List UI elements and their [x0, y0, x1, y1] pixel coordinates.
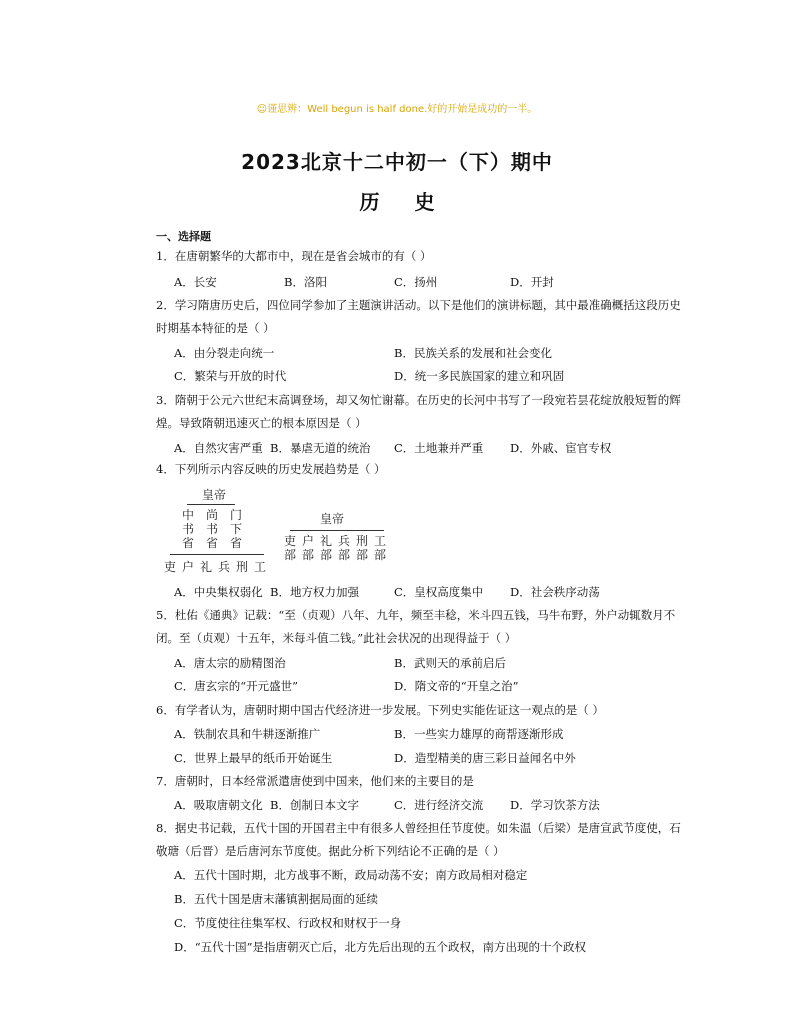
question-stem-line: 敬瑭（后晋）是后唐河东节度使。据此分析下列结论不正确的是（ ） — [156, 844, 505, 858]
option-b: B．洛阳 — [284, 275, 327, 289]
diagram-sheng-label: 中 书 省 — [182, 508, 195, 550]
question-8-option-a — [174, 867, 714, 887]
option-c: C．繁荣与开放的时代 — [174, 369, 287, 383]
diagram-bu-label: 工 — [254, 560, 267, 574]
option-a: A．由分裂走向统一 — [174, 346, 275, 360]
option-c: C．世界上最早的纸币开始诞生 — [174, 751, 333, 765]
option-b: B．五代十国是唐末藩镇割据局面的延续 — [174, 892, 378, 906]
question-8-option-d — [174, 939, 714, 959]
option-b: B．创制日本文字 — [270, 798, 359, 812]
diagram-six-ministries — [284, 512, 394, 564]
option-c: C．进行经济交流 — [394, 798, 484, 812]
question-stem-line: 2．学习隋唐历史后，四位同学参加了主题演讲活动。以下是他们的演讲标题，其中最准确概括这段历史 — [156, 298, 681, 312]
option-a: A．中央集权弱化 — [174, 585, 263, 599]
question-8-stem — [156, 817, 704, 863]
option-d: D．外戚、宦官专权 — [510, 441, 612, 455]
question-stem-line: 7．唐朝时，日本经常派遣唐使到中国来，他们来的主要目的是 — [156, 774, 474, 788]
option-d: D．学习饮茶方法 — [510, 798, 600, 812]
option-c: C．土地兼并严重 — [394, 441, 484, 455]
diagram-bu-label: 礼 — [200, 560, 213, 574]
question-stem-line: 8．据史书记载，五代十国的开国君主中有很多人曾经担任节度使。如朱温（后梁）是唐宣武节度使，石 — [156, 821, 681, 835]
option-d: D．统一多民族国家的建立和巩固 — [394, 369, 565, 383]
question-2-options-row2 — [174, 368, 714, 388]
subject-title: 历 史 — [359, 190, 435, 214]
option-b: B．民族关系的发展和社会变化 — [394, 346, 552, 360]
question-8-option-c — [174, 915, 714, 935]
diagram-bu-label: 工 部 — [374, 534, 387, 562]
question-2-options-row1 — [174, 345, 714, 365]
question-3-options — [174, 440, 714, 460]
question-1-options — [174, 274, 714, 294]
page-title: 2023北京十二中初一（下）期中 — [241, 150, 553, 174]
question-stem-line: 闭。至（贞观）十五年，米每斗值二钱。”此社会状况的出现得益于（ ） — [156, 631, 517, 645]
section-title: 一、选择题 — [156, 230, 211, 243]
option-d: D．开封 — [510, 275, 554, 289]
question-6-stem — [156, 699, 704, 722]
question-stem-line: 时期基本特征的是（ ） — [156, 321, 275, 335]
diagram-bu-label: 礼 部 — [320, 534, 333, 562]
diagram-bu-label: 户 — [182, 560, 195, 574]
question-3-stem — [156, 389, 704, 435]
question-stem-line: 6．有学者认为，唐朝时期中国古代经济进一步发展。下列史实能佐证这一观点的是（ ） — [156, 703, 604, 717]
diagram-three-departments — [164, 488, 274, 580]
option-d: D．“五代十国”是指唐朝灭亡后，北方先后出现的五个政权，南方出现的十个政权 — [174, 940, 586, 954]
diagram-bu-label: 吏 — [164, 560, 177, 574]
diagram-emperor-label: 皇帝 — [320, 512, 345, 526]
option-a: A．唐太宗的励精图治 — [174, 656, 286, 670]
diagram-bu-label: 刑 部 — [356, 534, 369, 562]
question-5-options-row1 — [174, 655, 714, 675]
question-5-stem — [156, 604, 704, 650]
diagram-bu-label: 兵 部 — [338, 534, 351, 562]
option-c: C．节度使往往集军权、行政权和财权于一身 — [174, 916, 402, 930]
diagram-bu-label: 户 部 — [302, 534, 315, 562]
question-2-stem — [156, 294, 704, 340]
question-4-options — [174, 584, 714, 604]
diagram-sheng-label: 门 下 省 — [230, 508, 243, 550]
option-b: B．一些实力雄厚的商帮逐渐形成 — [394, 727, 564, 741]
diagram-bu-label: 吏 部 — [284, 534, 297, 562]
diagram-emperor-label: 皇帝 — [202, 488, 227, 502]
diagram-connector — [170, 554, 264, 555]
option-d: D．造型精美的唐三彩日益闻名中外 — [394, 751, 576, 765]
question-stem-line: 煌。导致隋朝迅速灭亡的根本原因是（ ） — [156, 416, 367, 430]
diagram-bu-label: 兵 — [218, 560, 231, 574]
question-stem-line: 3．隋朝于公元六世纪末高调登场，却又匆忙谢幕。在历史的长河中书写了一段宛若昙花绽放般短暂的辉 — [156, 393, 681, 407]
question-stem-line: 5．杜佑《通典》记载：“至（贞观）八年、九年，频至丰稔，米斗四五钱，马牛布野，外户动辄数月不 — [156, 608, 676, 622]
diagram-sheng-label: 尚 书 省 — [206, 508, 219, 550]
option-d: D．社会秩序动荡 — [510, 585, 600, 599]
option-b: B．地方权力加强 — [270, 585, 359, 599]
question-6-options-row1 — [174, 726, 714, 746]
option-a: A．铁制农具和牛耕逐渐推广 — [174, 727, 321, 741]
question-5-options-row2 — [174, 678, 714, 698]
option-a: A．自然灾害严重 — [174, 441, 263, 455]
option-c: C．皇权高度集中 — [394, 585, 484, 599]
diagram-connector — [290, 530, 384, 531]
question-stem-line: 4．下列所示内容反映的历史发展趋势是（ ） — [156, 462, 386, 476]
option-a: A．吸取唐朝文化 — [174, 798, 263, 812]
question-1-stem — [156, 245, 704, 268]
question-8-option-b — [174, 891, 714, 911]
question-7-stem — [156, 770, 704, 793]
option-c: C．扬州 — [394, 275, 438, 289]
question-6-options-row2 — [174, 750, 714, 770]
question-7-options — [174, 797, 714, 817]
option-c: C．唐玄宗的“开元盛世” — [174, 679, 299, 693]
option-b: B．武则天的承前启后 — [394, 656, 506, 670]
option-b: B．暴虐无道的统治 — [270, 441, 371, 455]
question-4-stem — [156, 458, 704, 481]
option-d: D．隋文帝的“开皇之治” — [394, 679, 519, 693]
diagram-connector — [187, 504, 235, 505]
option-a: A．五代十国时期，北方战事不断，政局动荡不安；南方政局相对稳定 — [174, 868, 528, 882]
header-banner: ☺谨思辨：Well begun is half done.好的开始是成功的一半。 — [256, 104, 538, 115]
question-stem-line: 1．在唐朝繁华的大都市中，现在是省会城市的有（ ） — [156, 249, 432, 263]
option-a: A．长安 — [174, 275, 217, 289]
diagram-bu-label: 刑 — [236, 560, 249, 574]
